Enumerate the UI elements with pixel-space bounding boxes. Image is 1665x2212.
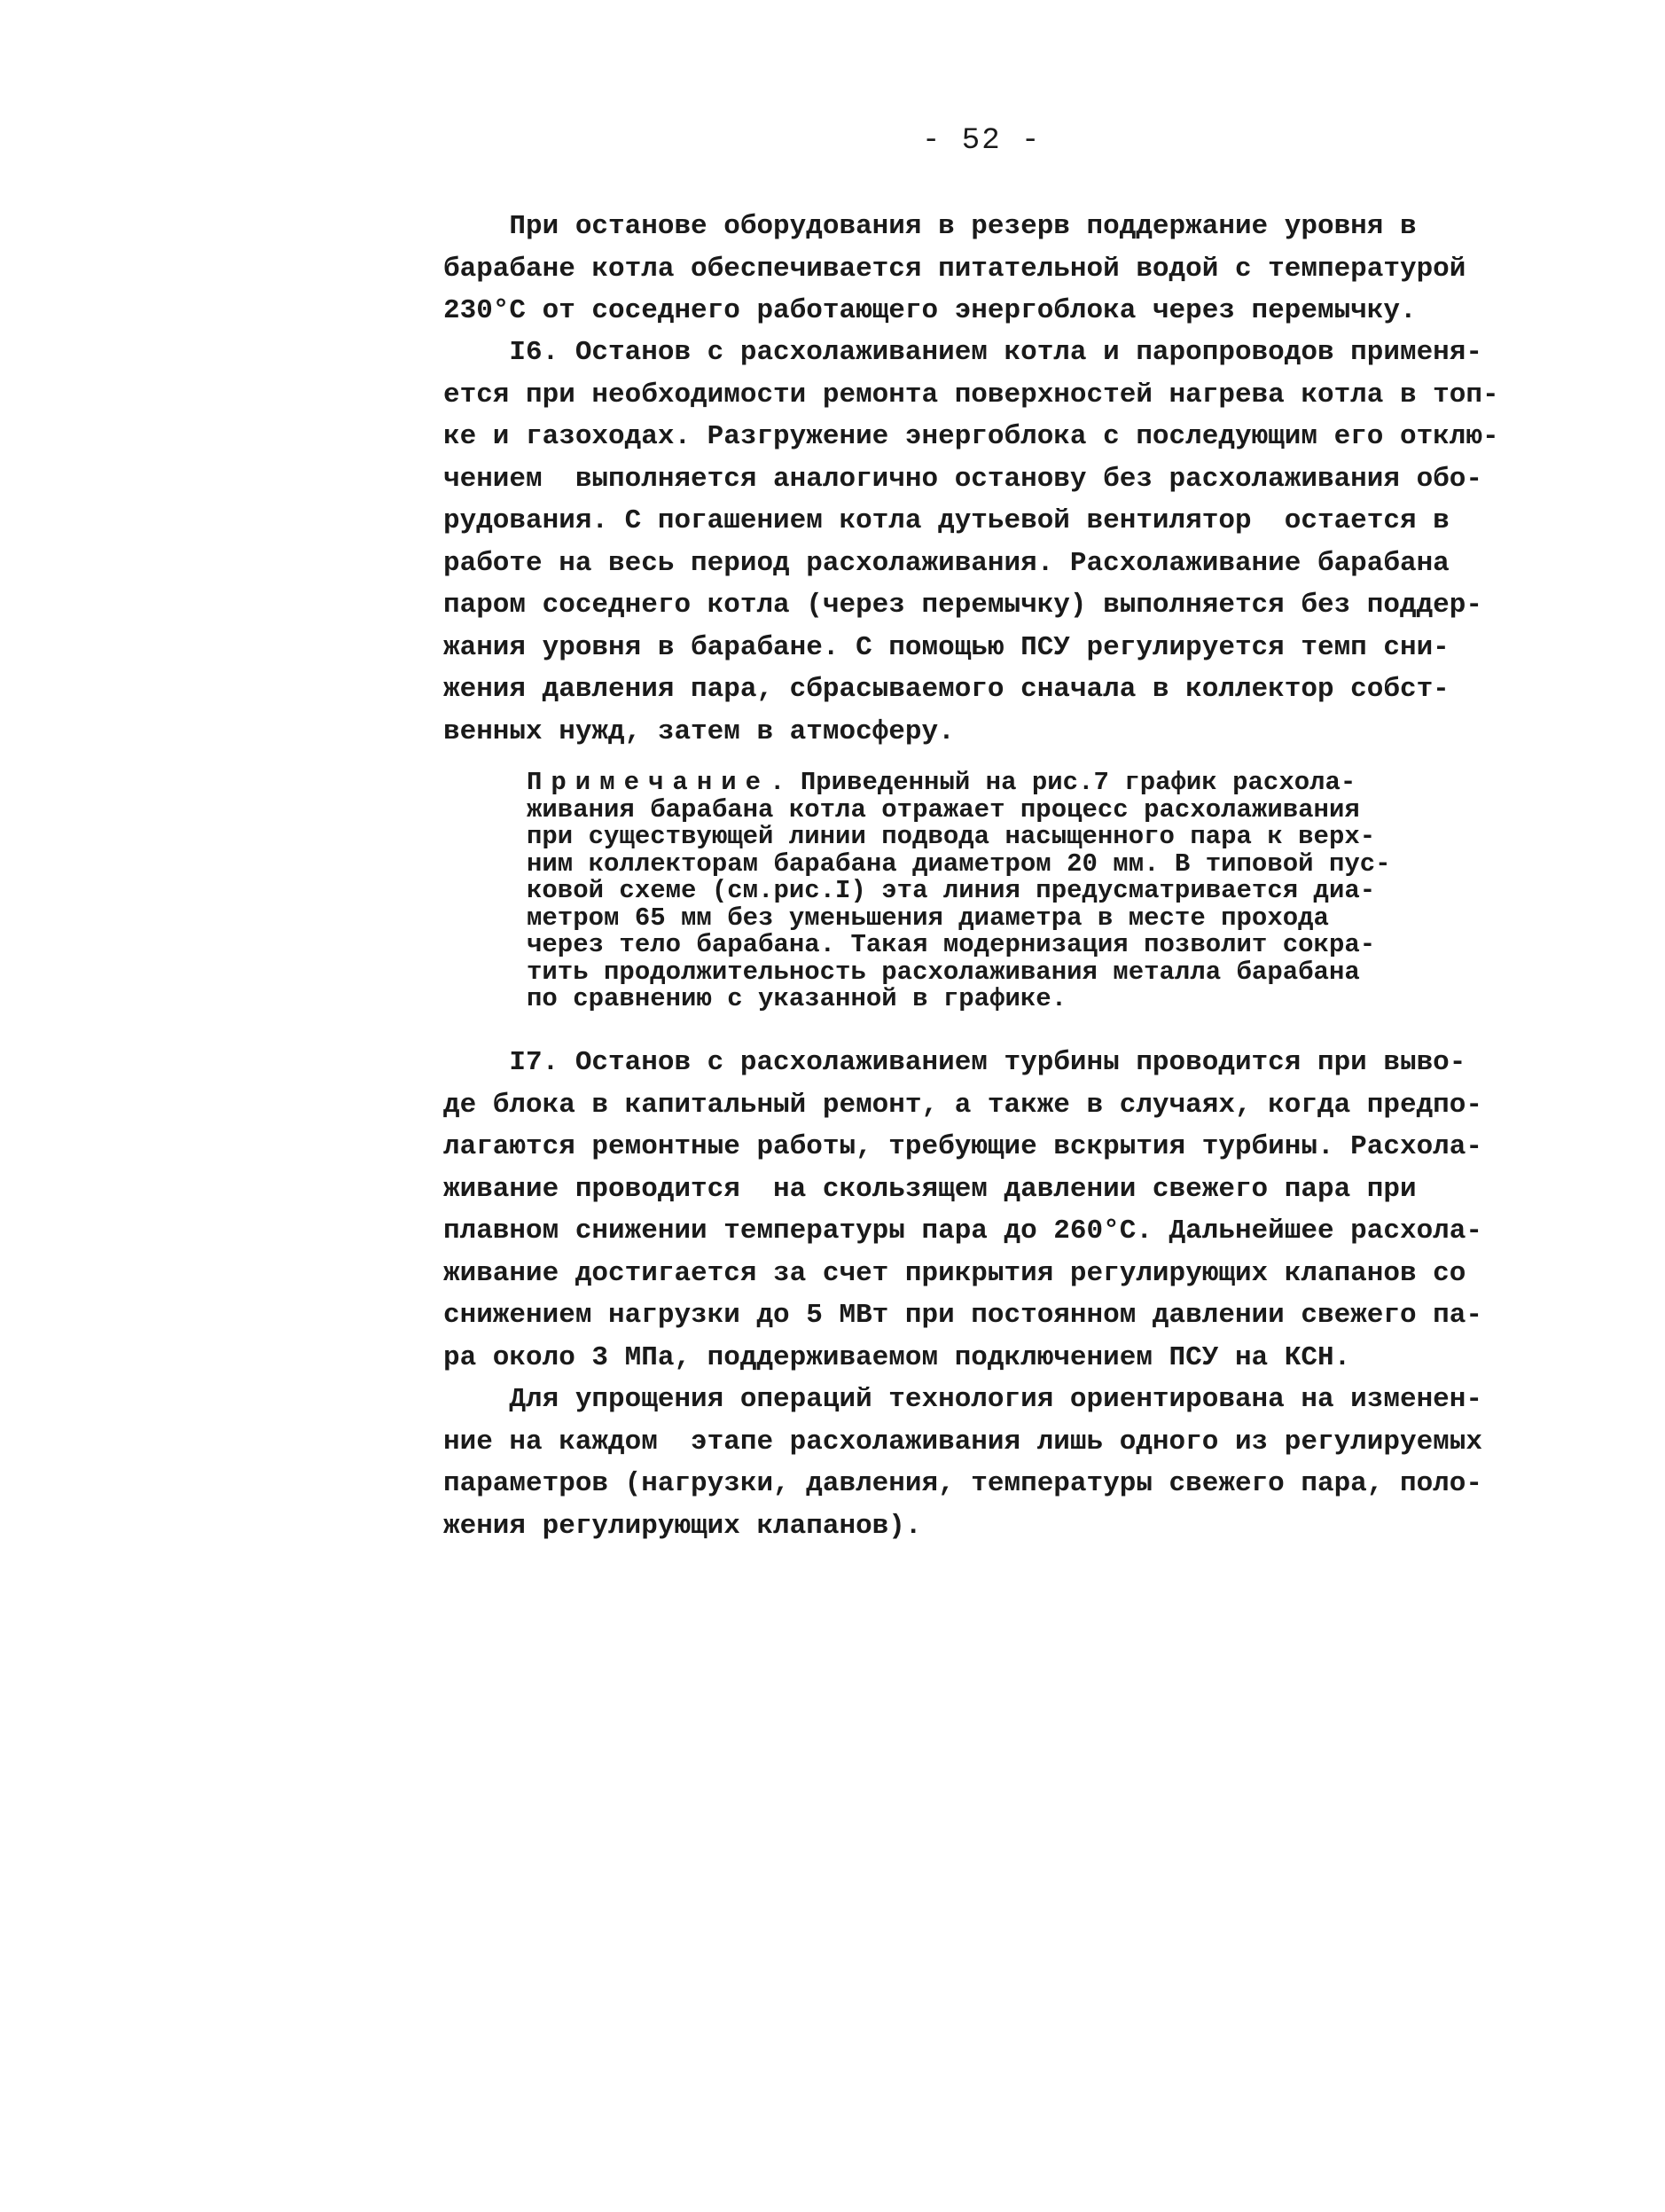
- paragraph-simplification: Для упрощения операций технология ориентирована на изменен- ние на каждом этапе расхолаживания лишь одного из регулируемых параметров (нагрузки, давления, температуры свежего пара, поло- жения регулирующих клапанов).: [443, 1384, 1482, 1542]
- page-number: - 52 -: [922, 124, 1042, 158]
- note-text: . Приведенный на рис.7 график расхола- живания барабана котла отражает процесс расхолаживания при существующей линии подвода насыщенного пара к верх- ним коллекторам барабана диаметром 20 мм. В типовой пус- ковой схеме (см.рис.I) эта линия предусматривается диа- метром 65 мм без уменьшения диаметра в месте прохода через тело барабана. Такая модернизация позволит сокра- тить продолжительность расхолаживания металла барабана по сравнению с указанной в графике.: [527, 768, 1391, 1013]
- note-block: [527, 770, 1546, 1013]
- paragraph-17-turbine-cooldown: I7. Останов с расхолаживанием турбины проводится при выво- де блока в капитальный ремонт, а также в случаях, когда предпо- лагаются ремонтные работы, требующие вскрытия турбины. Расхола- живание проводится на скользящем давлении свежего пара при плавном снижении температуры пара до 260°С. Дальнейшее расхола- живание достигается за счет прикрытия регулирующих клапанов со снижением нагрузки до 5 МВт при постоянном давлении свежего па- ра около 3 МПа, поддерживаемом подключением ПСУ на КСН.: [443, 1047, 1482, 1373]
- paragraph-reserve-shutdown: При останове оборудования в резерв поддержание уровня в барабане котла обеспечивается питательной водой с температурой 230°С от соседнего работающего энергоблока через перемычку.: [443, 211, 1466, 326]
- paragraph-16-boiler-cooldown: I6. Останов с расхолаживанием котла и паропроводов применя- ется при необходимости ремонта поверхностей нагрева котла в топ- ке и газоходах. Разгружение энергоблока с последующим его отклю- чением выполняется аналогично останову без расхолаживания обо- рудования. С погашением котла дутьевой вентилятор остается в работе на весь период расхолаживания. Расхолаживание барабана паром соседнего котла (через перемычку) выполняется без поддер- жания уровня в барабане. С помощью ПСУ регулируется темп сни- жения давления пара, сбрасываемого сначала в коллектор собст- венных нужд, затем в атмосферу.: [443, 337, 1499, 747]
- note-label: Примечание: [527, 768, 770, 797]
